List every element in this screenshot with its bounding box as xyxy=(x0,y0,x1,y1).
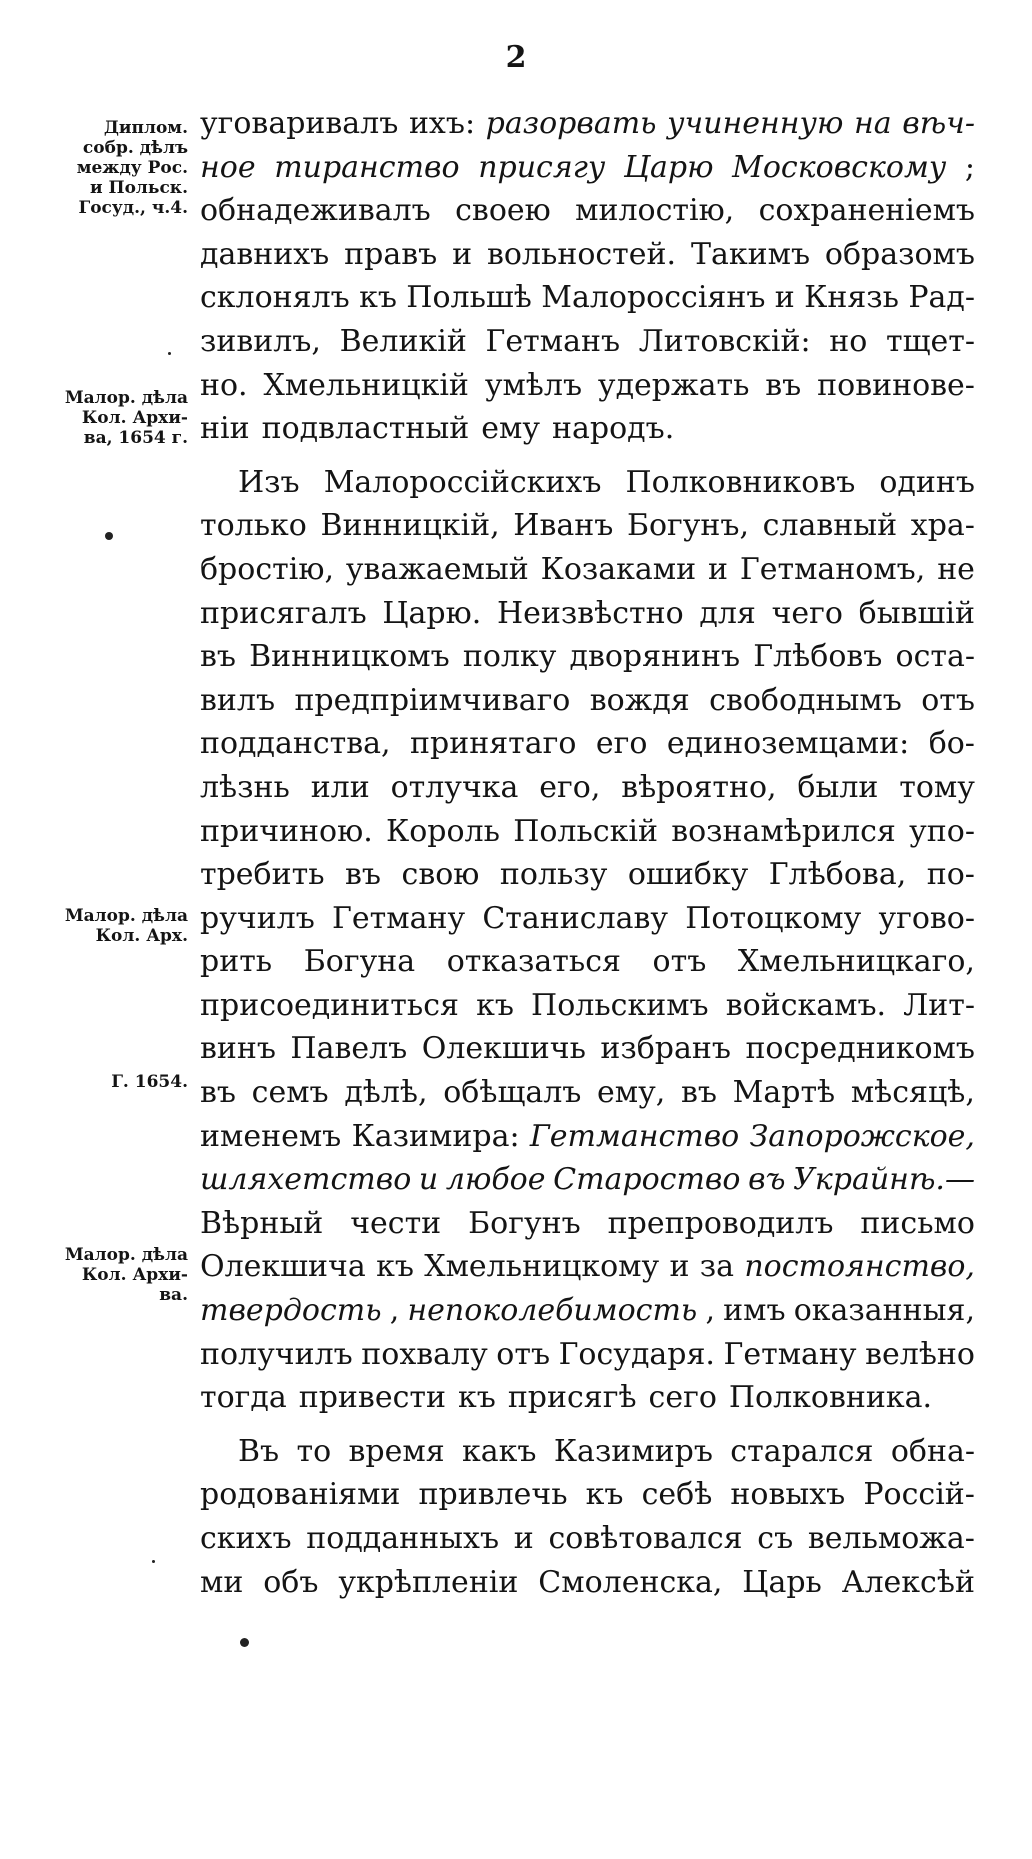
word: въ xyxy=(765,367,802,403)
word: и xyxy=(452,236,473,272)
word: обѣщалъ xyxy=(443,1075,582,1111)
margin-note-line: Г. 1654. xyxy=(111,1072,188,1092)
word: вождя xyxy=(589,682,690,718)
word: или xyxy=(310,769,370,805)
word: образомъ xyxy=(824,236,975,272)
paragraph xyxy=(200,461,975,1420)
word: имъ xyxy=(723,1293,786,1329)
word: присягѣ xyxy=(507,1380,637,1416)
word: совѣтовался xyxy=(548,1521,743,1556)
word: какъ xyxy=(462,1433,537,1469)
word: привлечь xyxy=(418,1477,568,1513)
word: Рад- xyxy=(908,280,975,316)
text-line xyxy=(200,1027,975,1071)
word: Мартѣ xyxy=(732,1075,836,1111)
emphasized-word: разорвать xyxy=(485,106,657,141)
text-line xyxy=(200,1517,975,1561)
word: ми xyxy=(200,1564,244,1600)
margin-note xyxy=(40,1072,188,1092)
word: полку xyxy=(462,639,557,675)
margin-note xyxy=(40,388,188,448)
word: ихъ: xyxy=(408,106,476,141)
emphasized-word: вѣч- xyxy=(902,106,975,141)
word: вѣроятно, xyxy=(621,769,777,805)
word: требить xyxy=(200,857,325,893)
margin-note xyxy=(40,1245,188,1305)
word: своею xyxy=(455,193,551,229)
emphasized-word: и xyxy=(418,1162,439,1198)
word: за xyxy=(699,1249,735,1285)
emphasized-word: шляхетство xyxy=(200,1162,412,1198)
word: склонялъ xyxy=(200,280,350,316)
word: Государя. xyxy=(558,1336,715,1372)
emphasized-word: тиранство xyxy=(274,149,460,185)
text-line xyxy=(200,1289,975,1333)
text-line xyxy=(200,722,975,766)
margin-note-line: Госуд., ч.4. xyxy=(78,198,188,218)
word: дѣлѣ, xyxy=(344,1075,428,1111)
word: Полковника. xyxy=(728,1380,933,1416)
word: вознамѣрился xyxy=(671,813,896,849)
word: Король xyxy=(386,813,500,849)
margin-note-line: Малор. дѣла xyxy=(64,906,188,926)
emphasized-word: постоянство, xyxy=(744,1249,975,1285)
word: отъ xyxy=(921,682,975,718)
word: получилъ xyxy=(200,1336,353,1372)
text-line xyxy=(200,320,975,364)
ink-speck xyxy=(168,352,171,355)
emphasized-word: въ xyxy=(748,1162,786,1198)
word: славный xyxy=(762,508,898,544)
word: Богунъ xyxy=(468,1205,581,1241)
paragraph-gap xyxy=(200,451,975,461)
word: Иванъ xyxy=(513,508,614,544)
text-line xyxy=(200,1473,975,1517)
word: правъ xyxy=(344,236,438,272)
word: Вѣрный xyxy=(200,1205,324,1241)
margin-note xyxy=(40,118,188,218)
text-line xyxy=(200,897,975,941)
word: Изъ xyxy=(238,464,300,500)
word: по- xyxy=(926,857,975,893)
word: бростію, xyxy=(200,551,334,587)
word: Гетману xyxy=(332,900,466,936)
word: Винницкомъ xyxy=(249,639,450,675)
word: въ xyxy=(200,639,236,675)
word: войскамъ. xyxy=(725,987,887,1023)
word: и xyxy=(669,1249,690,1285)
word: отлучка xyxy=(390,769,519,805)
text-line xyxy=(200,679,975,723)
main-text xyxy=(200,102,975,1604)
word: сего xyxy=(648,1380,717,1416)
word: семъ xyxy=(251,1075,329,1111)
emphasized-word: непоколебимость xyxy=(407,1293,698,1329)
word: Неизвѣстно xyxy=(496,595,684,631)
word: посредникомъ xyxy=(745,1031,975,1067)
word: Полковниковъ xyxy=(625,464,856,500)
word: народъ. xyxy=(551,411,675,447)
word: и xyxy=(707,551,728,587)
word: ошибку xyxy=(627,857,749,893)
ink-speck xyxy=(240,1638,249,1647)
word: вельможа- xyxy=(807,1521,975,1556)
margin-note-line: Диплом. xyxy=(103,118,188,138)
word: Въ xyxy=(238,1433,280,1469)
emphasized-word: учиненную xyxy=(667,106,844,141)
word: ему, xyxy=(597,1075,666,1111)
word: Литовскій: xyxy=(638,323,811,359)
word: рить xyxy=(200,944,273,980)
emphasized-word: любое xyxy=(445,1162,546,1198)
word: умѣлъ xyxy=(484,367,583,403)
margin-note xyxy=(40,906,188,946)
paragraph-gap xyxy=(200,1420,975,1430)
text-line xyxy=(200,189,975,233)
paragraph xyxy=(200,102,975,451)
word: Казимиръ xyxy=(553,1433,713,1469)
word: для xyxy=(699,595,756,631)
text-line xyxy=(200,364,975,408)
word: къ xyxy=(476,987,514,1023)
word: скихъ xyxy=(200,1521,292,1556)
word: чести xyxy=(350,1205,442,1241)
word: съ xyxy=(757,1521,794,1556)
word: милостію, xyxy=(575,193,735,229)
word: подданства, xyxy=(200,726,391,762)
word: винъ xyxy=(200,1031,276,1067)
word: , xyxy=(389,1293,400,1329)
word: присягалъ xyxy=(200,595,367,631)
word: оказанныя, xyxy=(793,1293,975,1329)
word: Олекшичь xyxy=(421,1031,586,1067)
word: велѣно xyxy=(865,1336,975,1372)
word: Потоцкому xyxy=(685,900,862,936)
paragraph xyxy=(200,1430,975,1604)
text-line xyxy=(200,1158,975,1202)
emphasized-word: Запорожское, xyxy=(749,1118,975,1154)
word: Лит- xyxy=(903,987,975,1023)
text-line xyxy=(200,1430,975,1474)
word: свободнымъ xyxy=(709,682,902,718)
word: единоземцами: xyxy=(666,726,910,762)
text-line xyxy=(200,146,975,190)
emphasized-word: Украйнѣ.— xyxy=(793,1162,975,1198)
text-line xyxy=(200,766,975,810)
word: только xyxy=(200,508,307,544)
word: привести xyxy=(298,1380,446,1416)
word: отъ xyxy=(652,944,707,980)
word: тщет- xyxy=(886,323,975,359)
word: отказаться xyxy=(446,944,621,980)
word: родованіями xyxy=(200,1477,401,1513)
word: Князь xyxy=(804,280,899,316)
word: предпріимчиваго xyxy=(294,682,571,718)
word: ему xyxy=(481,411,540,447)
word: ручилъ xyxy=(200,900,315,936)
word: не xyxy=(937,551,975,587)
word: пользу xyxy=(499,857,608,893)
word: уважаемый xyxy=(345,551,529,587)
word: подданныхъ xyxy=(306,1521,500,1556)
word: вольностей. xyxy=(486,236,677,272)
word: къ xyxy=(376,1249,414,1285)
text-line xyxy=(200,1202,975,1246)
emphasized-word: ное xyxy=(200,149,256,185)
margin-note-line: Кол. Архи- xyxy=(81,1265,188,1285)
word: избранъ xyxy=(600,1031,731,1067)
margin-note-line: и Польск. xyxy=(90,178,188,198)
word: Алексѣй xyxy=(841,1564,975,1600)
word: Польскій xyxy=(513,813,658,849)
text-line xyxy=(200,1245,975,1289)
word: зивилъ, xyxy=(200,323,321,359)
word: сохраненіемъ xyxy=(758,193,975,229)
margin-note-line: ва. xyxy=(159,1285,188,1305)
word: Хмельницкій xyxy=(263,367,469,403)
word: Винницкій, xyxy=(320,508,500,544)
word: время xyxy=(348,1433,445,1469)
word: повинове- xyxy=(817,367,975,403)
page-number: 2 xyxy=(505,40,527,75)
text-line xyxy=(200,407,975,451)
emphasized-word: Староство xyxy=(553,1162,741,1198)
word: тогда xyxy=(200,1380,287,1416)
word: Глѣбова, xyxy=(768,857,907,893)
ink-speck xyxy=(105,532,113,540)
word: къ xyxy=(457,1380,496,1416)
word: свою xyxy=(401,857,480,893)
word: Смоленска, xyxy=(538,1564,723,1600)
text-line xyxy=(200,1376,975,1420)
word: Гетманомъ, xyxy=(739,551,926,587)
word: присоединиться xyxy=(200,987,459,1023)
word: укрѣпленіи xyxy=(338,1564,519,1600)
word: Глѣбовъ xyxy=(753,639,883,675)
word: письмо xyxy=(860,1205,975,1241)
word: старался xyxy=(730,1433,874,1469)
text-line xyxy=(200,853,975,897)
word: вилъ xyxy=(200,682,276,718)
word: удержать xyxy=(597,367,750,403)
emphasized-word: твердость xyxy=(200,1293,382,1329)
word: бо- xyxy=(928,726,975,762)
text-line xyxy=(200,810,975,854)
word: то xyxy=(296,1433,332,1469)
word: Царю. xyxy=(382,595,482,631)
word: одинъ xyxy=(879,464,975,500)
word: причиною. xyxy=(200,813,373,849)
text-line xyxy=(200,1333,975,1377)
word: хра- xyxy=(910,508,975,544)
word: Павелъ xyxy=(290,1031,408,1067)
word: были xyxy=(797,769,879,805)
word: въ xyxy=(681,1075,717,1111)
text-line xyxy=(200,592,975,636)
word: но xyxy=(829,323,868,359)
word: лѣзнь xyxy=(200,769,290,805)
word: тому xyxy=(899,769,975,805)
word: къ xyxy=(359,280,397,316)
margin-note-line: между Рос. xyxy=(76,158,188,178)
emphasized-word: на xyxy=(853,106,892,141)
word: Казимира: xyxy=(351,1118,520,1154)
word: Станиславу xyxy=(482,900,669,936)
text-line xyxy=(200,233,975,277)
word: Польшѣ xyxy=(406,280,532,316)
word: оста- xyxy=(895,639,975,675)
word: Богуна xyxy=(303,944,416,980)
word: мѣсяцѣ, xyxy=(850,1075,975,1111)
margin-note-line: Малор. дѣла xyxy=(64,388,188,408)
ink-speck xyxy=(152,1560,155,1563)
text-line xyxy=(200,984,975,1028)
word: дворянинъ xyxy=(569,639,741,675)
word: новыхъ xyxy=(730,1477,846,1513)
text-line xyxy=(200,276,975,320)
word: Малороссіянъ xyxy=(541,280,766,316)
word: принятаго xyxy=(410,726,577,762)
word: его xyxy=(595,726,648,762)
word: въ xyxy=(200,1075,236,1111)
word: Такимъ xyxy=(690,236,811,272)
text-line xyxy=(200,1561,975,1605)
word: Хмельницкому xyxy=(424,1249,660,1285)
word: Польскимъ xyxy=(531,987,709,1023)
word: и xyxy=(513,1521,534,1556)
word: именемъ xyxy=(200,1118,342,1154)
margin-note-line: Кол. Архи- xyxy=(81,408,188,428)
word: въ xyxy=(345,857,382,893)
word: отъ xyxy=(496,1336,551,1372)
emphasized-word: присягу xyxy=(478,149,606,185)
word: обнадеживалъ xyxy=(200,193,431,229)
word: ; xyxy=(964,149,975,185)
word: ніи xyxy=(200,411,250,447)
word: уговаривалъ xyxy=(200,106,399,141)
word: себѣ xyxy=(641,1477,713,1513)
margin-note-line: собр. дѣлъ xyxy=(82,138,188,158)
margin-note-line: ва, 1654 г. xyxy=(83,428,188,448)
word: Козаками xyxy=(540,551,697,587)
text-line xyxy=(200,461,975,505)
emphasized-word: Московскому xyxy=(732,149,947,185)
text-line xyxy=(200,548,975,592)
word: и xyxy=(774,280,795,316)
word: Великій xyxy=(339,323,467,359)
text-line xyxy=(200,1115,975,1159)
emphasized-word: Царю xyxy=(623,149,714,185)
text-line xyxy=(200,504,975,548)
word: угово- xyxy=(878,900,975,936)
word: давнихъ xyxy=(200,236,330,272)
word: подвластный xyxy=(261,411,470,447)
word: Хмельницкаго, xyxy=(737,944,975,980)
word: , xyxy=(705,1293,715,1329)
word: чего xyxy=(771,595,843,631)
word: Гетману xyxy=(723,1336,857,1372)
word: Богунъ, xyxy=(626,508,750,544)
margin-note-line: Малор. дѣла xyxy=(64,1245,188,1265)
text-line xyxy=(200,940,975,984)
word: препроводилъ xyxy=(607,1205,834,1241)
word: но. xyxy=(200,367,248,403)
word: Олекшича xyxy=(200,1249,366,1285)
word: упо- xyxy=(909,813,975,849)
word: похвалу xyxy=(361,1336,488,1372)
word: Малороссійскихъ xyxy=(323,464,602,500)
text-line xyxy=(200,1071,975,1115)
word: Россій- xyxy=(863,1477,975,1513)
word: бывшій xyxy=(858,595,975,631)
text-line xyxy=(200,635,975,679)
word: обна- xyxy=(890,1433,975,1469)
emphasized-word: Гетманство xyxy=(529,1118,740,1154)
word: къ xyxy=(585,1477,624,1513)
text-line xyxy=(200,102,975,146)
margin-note-line: Кол. Арх. xyxy=(95,926,188,946)
word: Гетманъ xyxy=(485,323,621,359)
word: объ xyxy=(263,1564,319,1600)
word: его, xyxy=(539,769,601,805)
word: Царь xyxy=(742,1564,822,1600)
